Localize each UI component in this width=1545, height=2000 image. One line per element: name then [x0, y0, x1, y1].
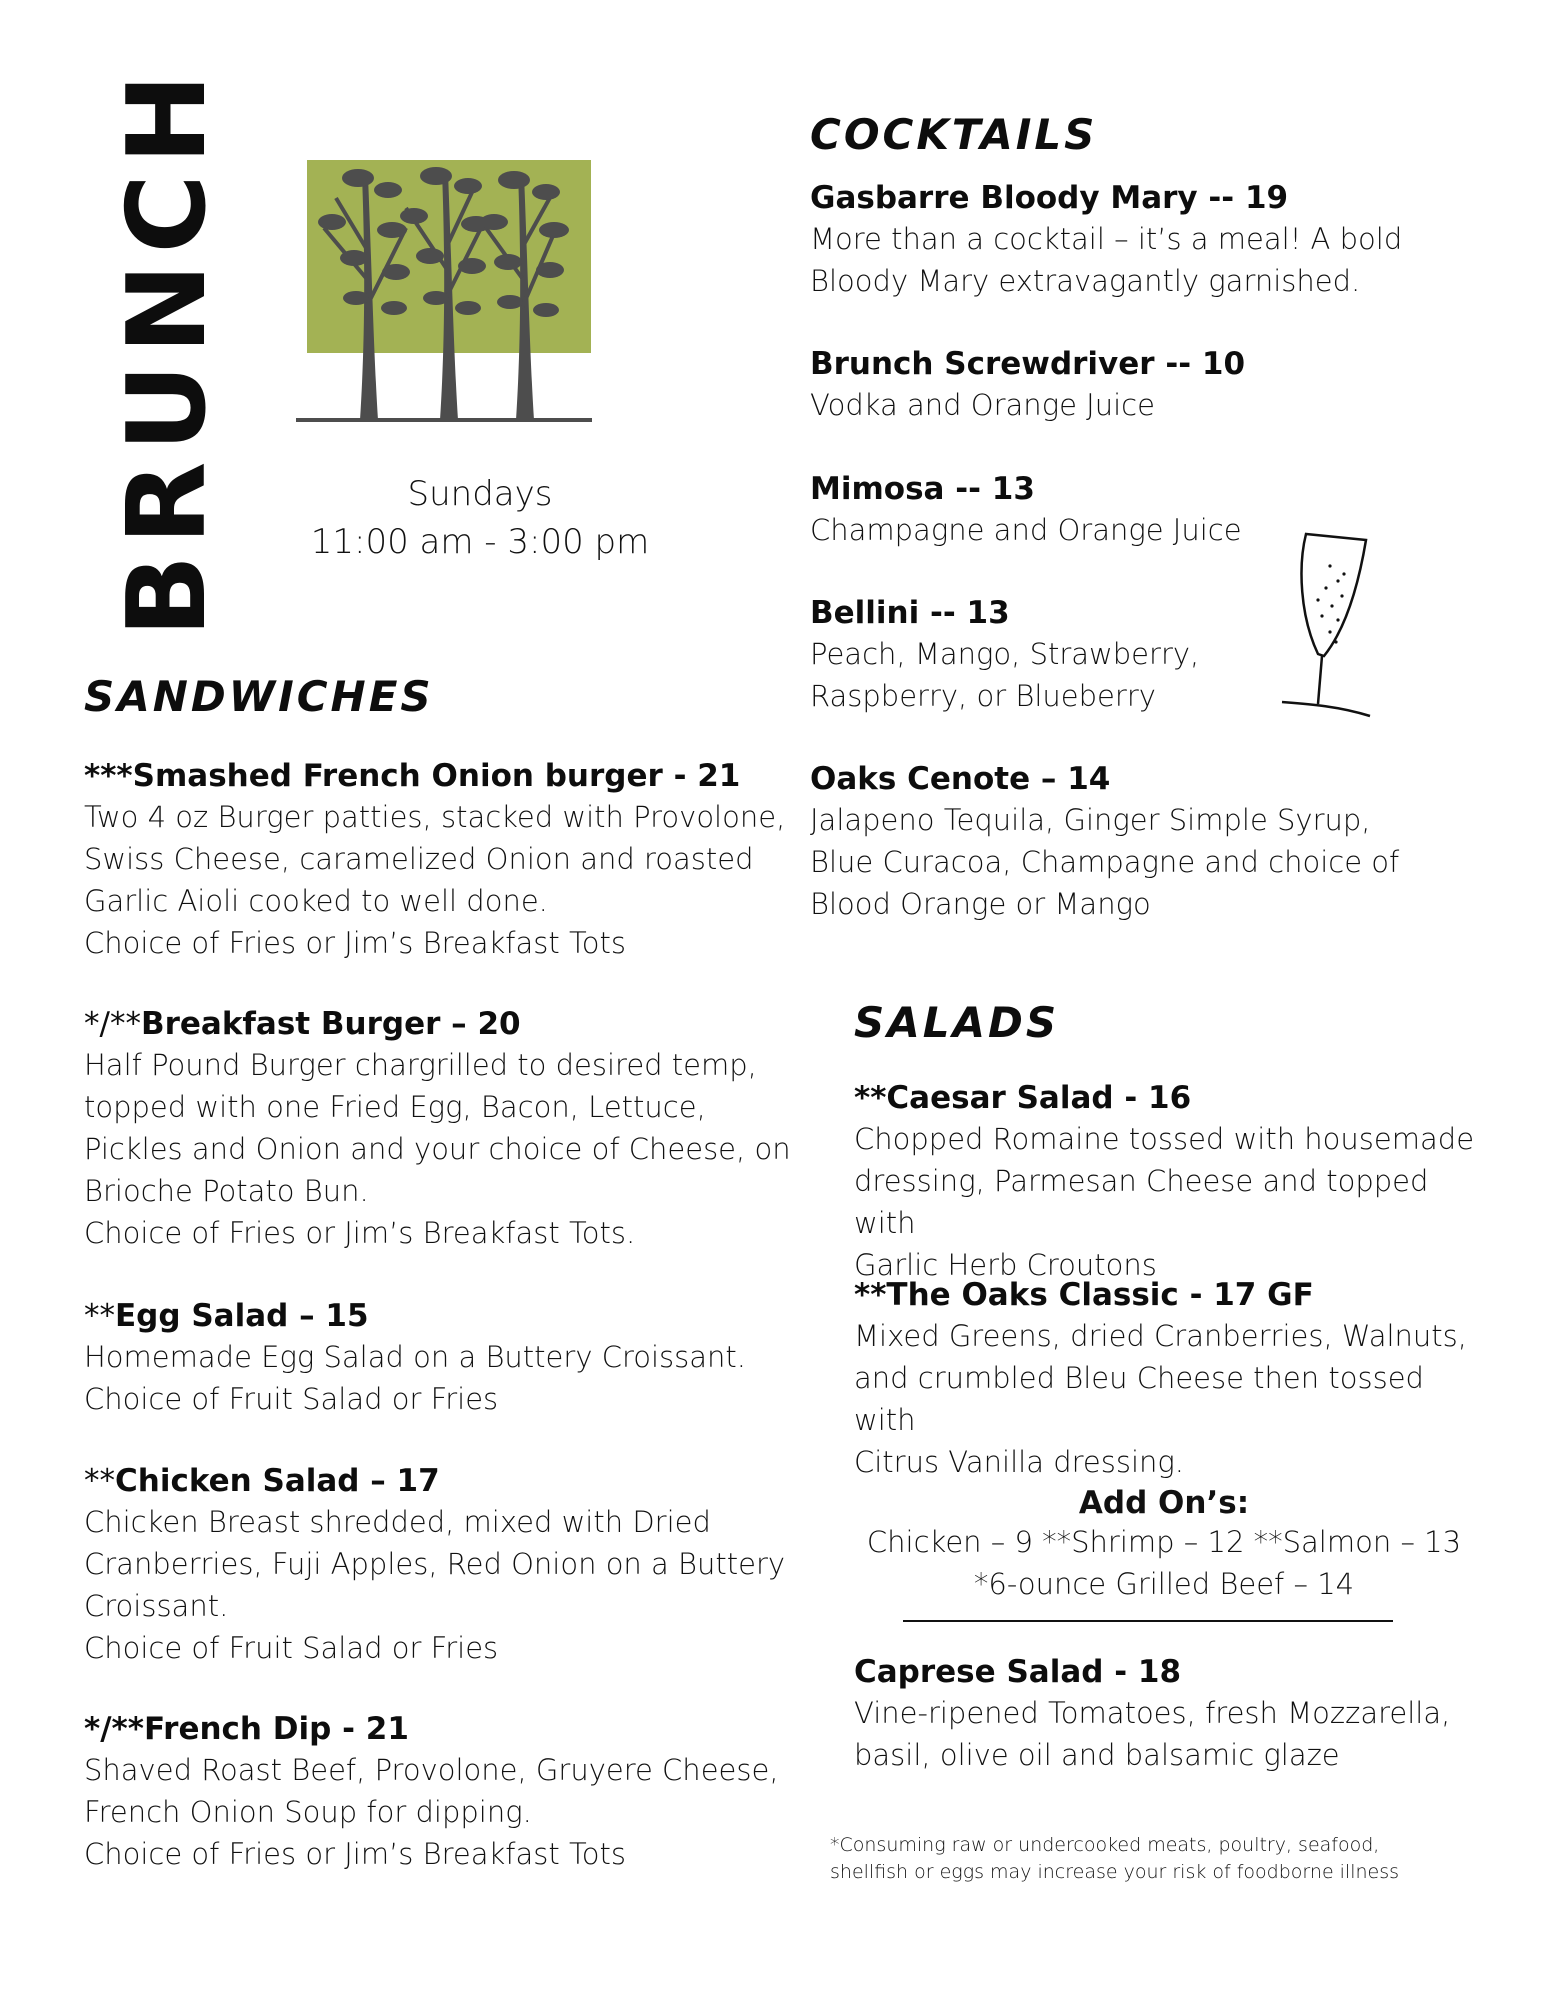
cocktail-name: Gasbarre Bloody Mary -- 19 — [810, 180, 1289, 216]
cocktail-description: Champagne and Orange Juice — [810, 513, 1242, 547]
cocktail-name: Brunch Screwdriver -- 10 — [810, 346, 1246, 382]
salad-description: Chopped Romaine tossed with housemade dressing, Parmesan Cheese and topped with Garlic Herb Croutons — [854, 1122, 1475, 1282]
brunch-hours — [300, 470, 660, 566]
sandwich-title — [84, 1004, 804, 1044]
sandwich-name: Smashed French Onion burger - 21 — [132, 758, 741, 794]
brunch-title-text: BRUNCH — [105, 63, 231, 637]
cocktail-description: More than a cocktail – it’s a meal! A bold Bloody Mary extravagantly garnished. — [810, 222, 1403, 298]
add-ons-line: Chicken – 9 **Shrimp – 12 **Salmon – 13 — [866, 1525, 1462, 1559]
sandwich-name: Breakfast Burger – 20 — [140, 1006, 521, 1042]
salad-description: Vine-ripened Tomatoes, fresh Mozzarella, basil, olive oil and balsamic glaze — [854, 1696, 1451, 1772]
sandwich-prefix: ** — [84, 1463, 115, 1499]
cocktail-name: Mimosa -- 13 — [810, 471, 1035, 507]
sandwich-prefix: ** — [84, 1298, 115, 1334]
salad-name: Caprese Salad - 18 — [854, 1654, 1182, 1690]
cocktail-description: Jalapeno Tequila, Ginger Simple Syrup, Blue Curacoa, Champagne and choice of Blood Orange or Mango — [810, 803, 1400, 921]
sandwich-item — [84, 1709, 804, 1875]
sandwich-prefix: *** — [84, 758, 133, 794]
cocktail-name: Oaks Cenote – 14 — [810, 761, 1111, 797]
sandwich-item — [84, 1461, 804, 1669]
salad-name: **The Oaks Classic - 17 GF — [854, 1277, 1314, 1313]
sandwich-title — [84, 1461, 804, 1501]
sandwich-item — [84, 756, 804, 964]
add-ons — [834, 1485, 1494, 1605]
tree-logo-icon — [296, 158, 602, 428]
cocktail-description: Vodka and Orange Juice — [810, 388, 1155, 422]
sandwich-name: Chicken Salad – 17 — [115, 1463, 440, 1499]
cocktail-item — [810, 344, 1450, 426]
salad-item — [854, 1275, 1494, 1483]
sandwiches-heading: SANDWICHES — [84, 672, 434, 721]
health-disclaimer: *Consuming raw or undercooked meats, poultry, seafood, shellfish or eggs may increase your risk of foodborne illness — [830, 1834, 1400, 1883]
sandwich-description: Half Pound Burger chargrilled to desired temp, topped with one Fried Egg, Bacon, Lettuce, Pickles and Onion and your choice of Cheese, on Brioche Potato Bun. Choice of Fries or Jim’s Breakfast Tots. — [84, 1048, 791, 1250]
cocktail-item — [810, 759, 1450, 925]
salad-item — [854, 1652, 1494, 1776]
sandwich-description: Two 4 oz Burger patties, stacked with Provolone, Swiss Cheese, caramelized Onion and roasted Garlic Aioli cooked to well done. Choice of Fries or Jim’s Breakfast Tots — [84, 800, 786, 960]
cocktail-name: Bellini -- 13 — [810, 595, 1010, 631]
hours-time: 11:00 am - 3:00 pm — [310, 522, 650, 562]
cocktails-heading: COCKTAILS — [810, 110, 1098, 159]
salad-name: **Caesar Salad - 16 — [854, 1080, 1192, 1116]
sandwich-description: Shaved Roast Beef, Provolone, Gruyere Cheese, French Onion Soup for dipping. Choice of Fries or Jim’s Breakfast Tots — [84, 1753, 779, 1871]
sandwich-name: Egg Salad – 15 — [115, 1298, 369, 1334]
brunch-title — [105, 63, 231, 637]
divider — [903, 1620, 1393, 1622]
sandwich-description: Homemade Egg Salad on a Buttery Croissant. Choice of Fruit Salad or Fries — [84, 1340, 746, 1416]
sandwich-item — [84, 1296, 804, 1420]
salads-heading: SALADS — [854, 998, 1060, 1047]
salad-item — [854, 1078, 1494, 1286]
sandwich-item — [84, 1004, 804, 1254]
add-ons-heading: Add On’s: — [1078, 1485, 1250, 1521]
hours-day: Sundays — [407, 474, 553, 514]
add-ons-line: *6-ounce Grilled Beef – 14 — [973, 1567, 1355, 1601]
sandwich-title — [84, 756, 804, 796]
cocktail-item — [810, 178, 1450, 302]
salad-description: Mixed Greens, dried Cranberries, Walnuts, and crumbled Bleu Cheese then tossed with Citrus Vanilla dressing. — [854, 1319, 1468, 1479]
champagne-glass-icon — [1278, 526, 1378, 726]
sandwich-title — [84, 1296, 804, 1336]
sandwich-name: */**French Dip - 21 — [84, 1711, 409, 1747]
sandwich-prefix: */** — [84, 1006, 141, 1042]
sandwich-description: Chicken Breast shredded, mixed with Dried Cranberries, Fuji Apples, Red Onion on a Buttery Croissant. Choice of Fruit Salad or Fries — [84, 1505, 786, 1665]
sandwich-title — [84, 1709, 804, 1749]
cocktail-description: Peach, Mango, Strawberry, Raspberry, or Blueberry — [810, 637, 1200, 713]
